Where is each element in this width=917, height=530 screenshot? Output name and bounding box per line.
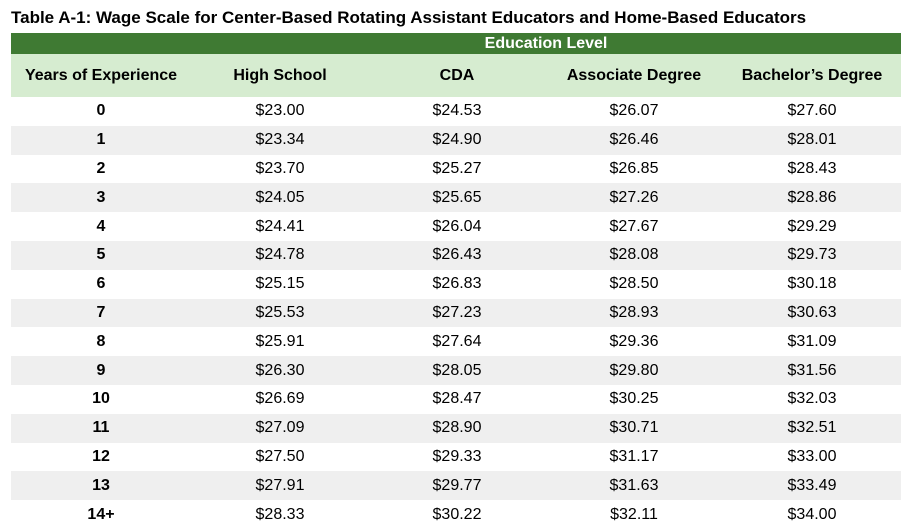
associate-cell: $29.80 bbox=[545, 356, 723, 385]
table-row bbox=[11, 471, 901, 500]
table-row bbox=[11, 97, 901, 126]
table-row bbox=[11, 356, 901, 385]
high-school-cell: $26.69 bbox=[191, 385, 369, 414]
years-cell: 13 bbox=[11, 471, 191, 500]
high-school-cell: $25.53 bbox=[191, 299, 369, 328]
high-school-cell: $25.91 bbox=[191, 327, 369, 356]
header-years-of-experience: Years of Experience bbox=[11, 54, 191, 97]
years-cell: 2 bbox=[11, 155, 191, 184]
associate-cell: $29.36 bbox=[545, 327, 723, 356]
header-cda: CDA bbox=[369, 54, 545, 97]
table-row bbox=[11, 270, 901, 299]
high-school-cell: $27.50 bbox=[191, 443, 369, 472]
high-school-cell: $28.33 bbox=[191, 500, 369, 529]
bachelor-cell: $33.49 bbox=[723, 471, 901, 500]
table-row bbox=[11, 500, 901, 529]
associate-cell: $26.85 bbox=[545, 155, 723, 184]
years-cell: 4 bbox=[11, 212, 191, 241]
high-school-cell: $24.41 bbox=[191, 212, 369, 241]
table-row bbox=[11, 155, 901, 184]
cda-cell: $26.83 bbox=[369, 270, 545, 299]
table-row bbox=[11, 414, 901, 443]
cda-cell: $26.04 bbox=[369, 212, 545, 241]
associate-cell: $28.50 bbox=[545, 270, 723, 299]
high-school-cell: $26.30 bbox=[191, 356, 369, 385]
associate-cell: $26.46 bbox=[545, 126, 723, 155]
bachelor-cell: $27.60 bbox=[723, 97, 901, 126]
table-row bbox=[11, 327, 901, 356]
cda-cell: $25.65 bbox=[369, 183, 545, 212]
high-school-cell: $23.00 bbox=[191, 97, 369, 126]
high-school-cell: $27.09 bbox=[191, 414, 369, 443]
high-school-cell: $24.05 bbox=[191, 183, 369, 212]
cda-cell: $27.23 bbox=[369, 299, 545, 328]
cda-cell: $28.90 bbox=[369, 414, 545, 443]
bachelor-cell: $28.86 bbox=[723, 183, 901, 212]
bachelor-cell: $30.18 bbox=[723, 270, 901, 299]
associate-cell: $26.07 bbox=[545, 97, 723, 126]
header-bachelors-degree: Bachelor’s Degree bbox=[723, 54, 901, 97]
header-high-school: High School bbox=[191, 54, 369, 97]
cda-cell: $25.27 bbox=[369, 155, 545, 184]
education-level-label: Education Level bbox=[191, 33, 901, 54]
years-cell: 11 bbox=[11, 414, 191, 443]
table-row bbox=[11, 443, 901, 472]
high-school-cell: $25.15 bbox=[191, 270, 369, 299]
band-spacer bbox=[11, 33, 191, 54]
years-cell: 5 bbox=[11, 241, 191, 270]
column-header-row bbox=[11, 54, 901, 97]
associate-cell: $28.93 bbox=[545, 299, 723, 328]
high-school-cell: $23.34 bbox=[191, 126, 369, 155]
table-row bbox=[11, 385, 901, 414]
high-school-cell: $24.78 bbox=[191, 241, 369, 270]
bachelor-cell: $34.00 bbox=[723, 500, 901, 529]
years-cell: 1 bbox=[11, 126, 191, 155]
cda-cell: $24.53 bbox=[369, 97, 545, 126]
years-cell: 0 bbox=[11, 97, 191, 126]
high-school-cell: $27.91 bbox=[191, 471, 369, 500]
bachelor-cell: $30.63 bbox=[723, 299, 901, 328]
years-cell: 10 bbox=[11, 385, 191, 414]
cda-cell: $24.90 bbox=[369, 126, 545, 155]
years-cell: 8 bbox=[11, 327, 191, 356]
high-school-cell: $23.70 bbox=[191, 155, 369, 184]
header-associate-degree: Associate Degree bbox=[545, 54, 723, 97]
associate-cell: $27.67 bbox=[545, 212, 723, 241]
table-row bbox=[11, 241, 901, 270]
table-row bbox=[11, 126, 901, 155]
table-row bbox=[11, 299, 901, 328]
associate-cell: $31.17 bbox=[545, 443, 723, 472]
table-row bbox=[11, 183, 901, 212]
table-title: Table A-1: Wage Scale for Center-Based Rotating Assistant Educators and Home-Based Educators bbox=[11, 8, 807, 27]
associate-cell: $28.08 bbox=[545, 241, 723, 270]
years-cell: 9 bbox=[11, 356, 191, 385]
cda-cell: $27.64 bbox=[369, 327, 545, 356]
associate-cell: $31.63 bbox=[545, 471, 723, 500]
bachelor-cell: $28.01 bbox=[723, 126, 901, 155]
years-cell: 12 bbox=[11, 443, 191, 472]
bachelor-cell: $32.51 bbox=[723, 414, 901, 443]
associate-cell: $30.25 bbox=[545, 385, 723, 414]
cda-cell: $29.77 bbox=[369, 471, 545, 500]
education-level-band bbox=[11, 33, 901, 54]
wage-scale-table bbox=[11, 33, 901, 529]
cda-cell: $29.33 bbox=[369, 443, 545, 472]
years-cell: 7 bbox=[11, 299, 191, 328]
bachelor-cell: $29.73 bbox=[723, 241, 901, 270]
years-cell: 14+ bbox=[11, 500, 191, 529]
bachelor-cell: $33.00 bbox=[723, 443, 901, 472]
associate-cell: $27.26 bbox=[545, 183, 723, 212]
bachelor-cell: $31.09 bbox=[723, 327, 901, 356]
bachelor-cell: $32.03 bbox=[723, 385, 901, 414]
cda-cell: $28.05 bbox=[369, 356, 545, 385]
bachelor-cell: $31.56 bbox=[723, 356, 901, 385]
bachelor-cell: $29.29 bbox=[723, 212, 901, 241]
years-cell: 6 bbox=[11, 270, 191, 299]
years-cell: 3 bbox=[11, 183, 191, 212]
associate-cell: $32.11 bbox=[545, 500, 723, 529]
bachelor-cell: $28.43 bbox=[723, 155, 901, 184]
associate-cell: $30.71 bbox=[545, 414, 723, 443]
cda-cell: $28.47 bbox=[369, 385, 545, 414]
cda-cell: $30.22 bbox=[369, 500, 545, 529]
cda-cell: $26.43 bbox=[369, 241, 545, 270]
table-row bbox=[11, 212, 901, 241]
